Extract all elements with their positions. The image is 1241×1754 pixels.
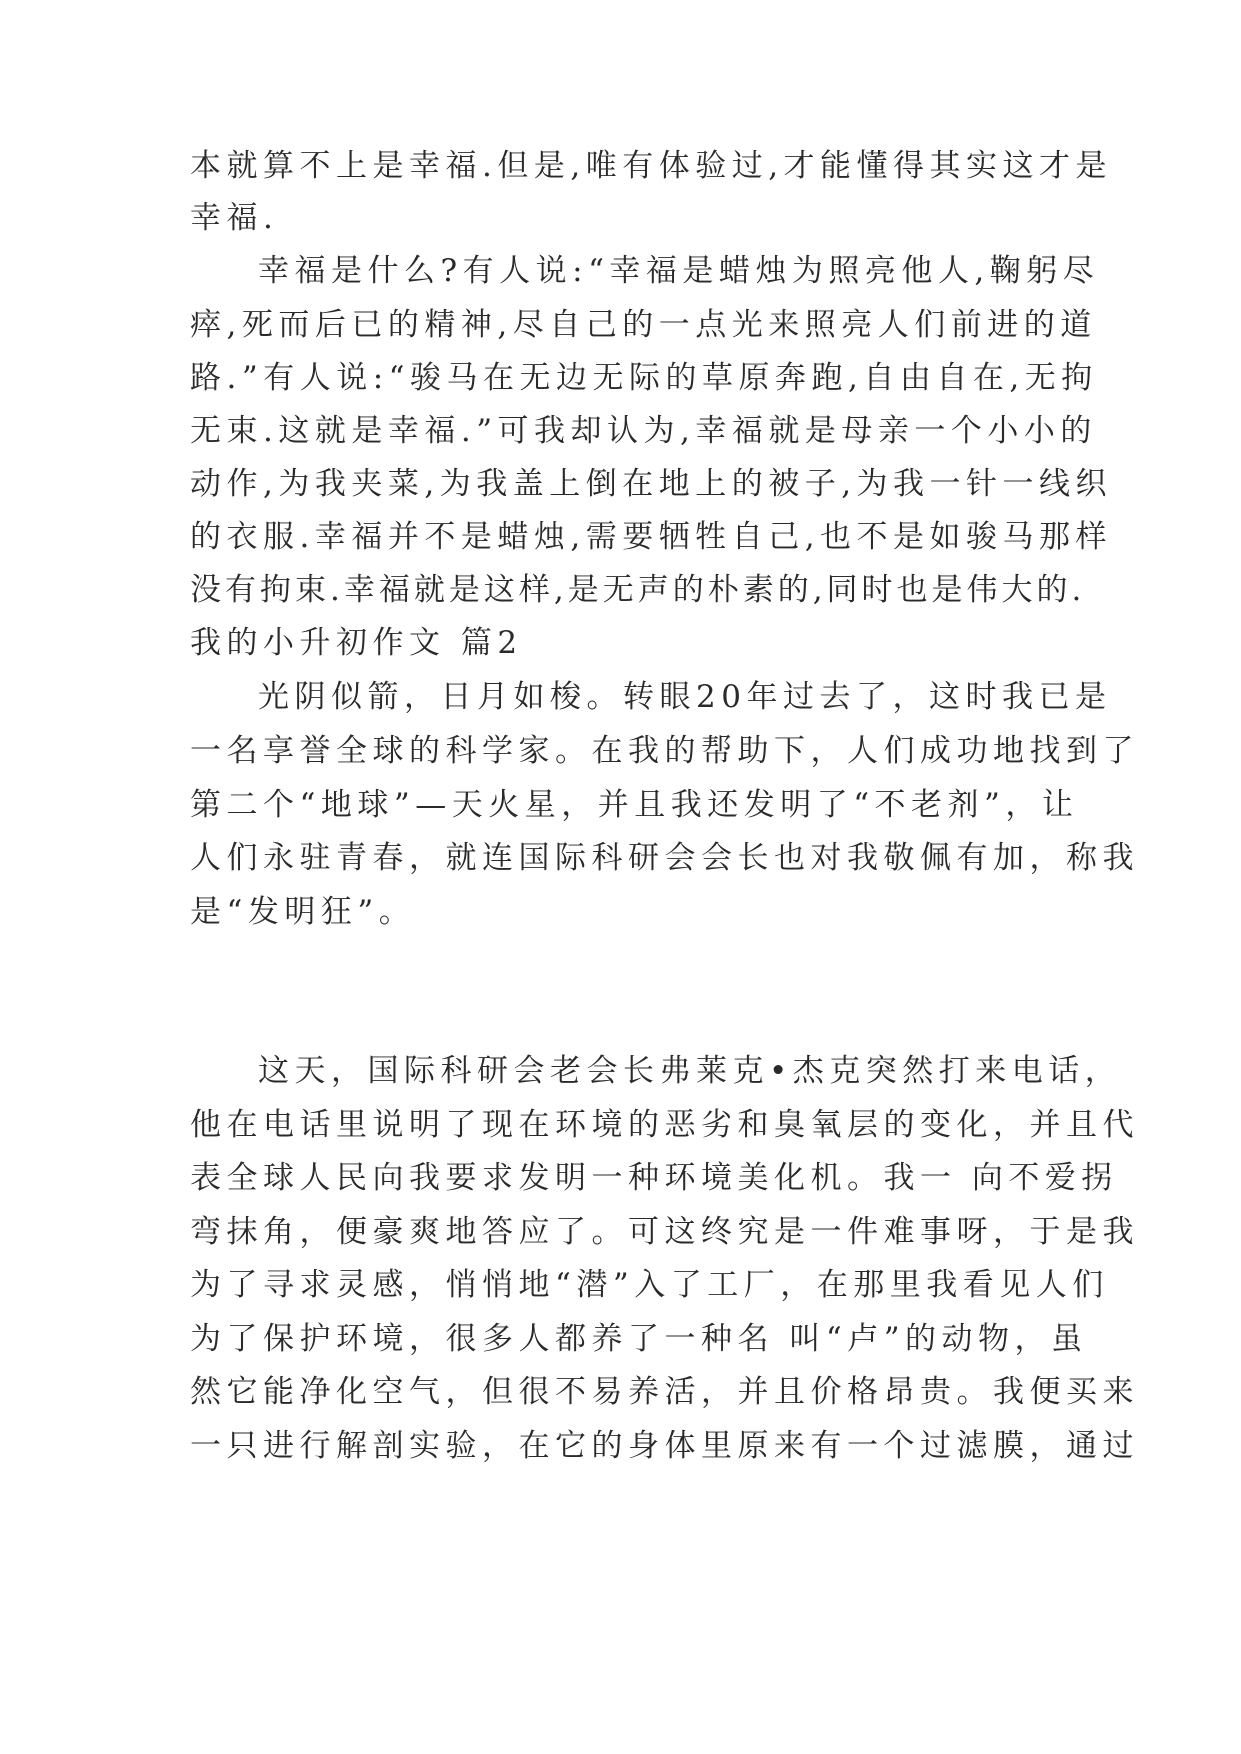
- paragraph-start-happiness: 幸福是什么?有人说:“幸福是蜡烛为照亮他人,鞠躬尽: [258, 253, 1100, 289]
- paragraph-start-time: 光阴似箭，日月如梭。转眼20年过去了，这时我已是: [258, 679, 1112, 715]
- text-line-20: 为了寻求灵感，悄悄地“潜”入了工厂，在那里我看见人们: [190, 1267, 1109, 1303]
- text-line-17: 他在电话里说明了现在环境的恶劣和臭氧层的变化，并且代: [190, 1107, 1139, 1143]
- text-line-7: 动作,为我夹菜,为我盖上倒在地上的被子,为我一针一线织: [190, 466, 1113, 502]
- text-line-1: 本就算不上是幸福.但是,唯有体验过,才能懂得其实这才是: [190, 148, 1113, 184]
- text-line-2: 幸福.: [190, 200, 279, 236]
- text-line-23: 一只进行解剖实验，在它的身体里原来有一个过滤膜，通过: [190, 1428, 1139, 1464]
- text-line-19: 弯抹角，便豪爽地答应了。可这终究是一件难事呀，于是我: [190, 1214, 1139, 1250]
- text-line-4: 瘁,死而后已的精神,尽自己的一点光来照亮人们前进的道: [190, 307, 1097, 343]
- text-line-6: 无束.这就是幸福.”可我却认为,幸福就是母亲一个小小的: [190, 413, 1097, 449]
- paragraph-start-phone-call: 这天，国际科研会老会长弗莱克•杰克突然打来电话，: [258, 1053, 1122, 1089]
- text-line-5: 路.”有人说:“骏马在无边无际的草原奔跑,自由自在,无拘: [190, 360, 1098, 396]
- text-line-21: 为了保护环境，很多人都养了一种名 叫“卢”的动物，虽: [190, 1321, 1088, 1357]
- text-line-18: 表全球人民向我要求发明一种环境美化机。我一 向不爱拐: [190, 1160, 1118, 1196]
- text-line-15: 是“发明狂”。: [190, 894, 416, 930]
- text-line-8: 的衣服.幸福并不是蜡烛,需要牺牲自己,也不是如骏马那样: [190, 519, 1113, 555]
- text-line-22: 然它能净化空气，但很不易养活，并且价格昂贵。我便买来: [190, 1374, 1139, 1410]
- text-line-14: 人们永驻青春，就连国际科研会会长也对我敬佩有加，称我: [190, 840, 1139, 876]
- section-heading: 我的小升初作文 篇2: [190, 625, 523, 661]
- text-line-12: 一名享誉全球的科学家。在我的帮助下，人们成功地找到了: [190, 733, 1139, 769]
- text-line-9: 没有拘束.幸福就是这样,是无声的朴素的,同时也是伟大的.: [190, 572, 1086, 608]
- text-line-13: 第二个“地球”—天火星，并且我还发明了“不老剂”，让: [190, 787, 1079, 823]
